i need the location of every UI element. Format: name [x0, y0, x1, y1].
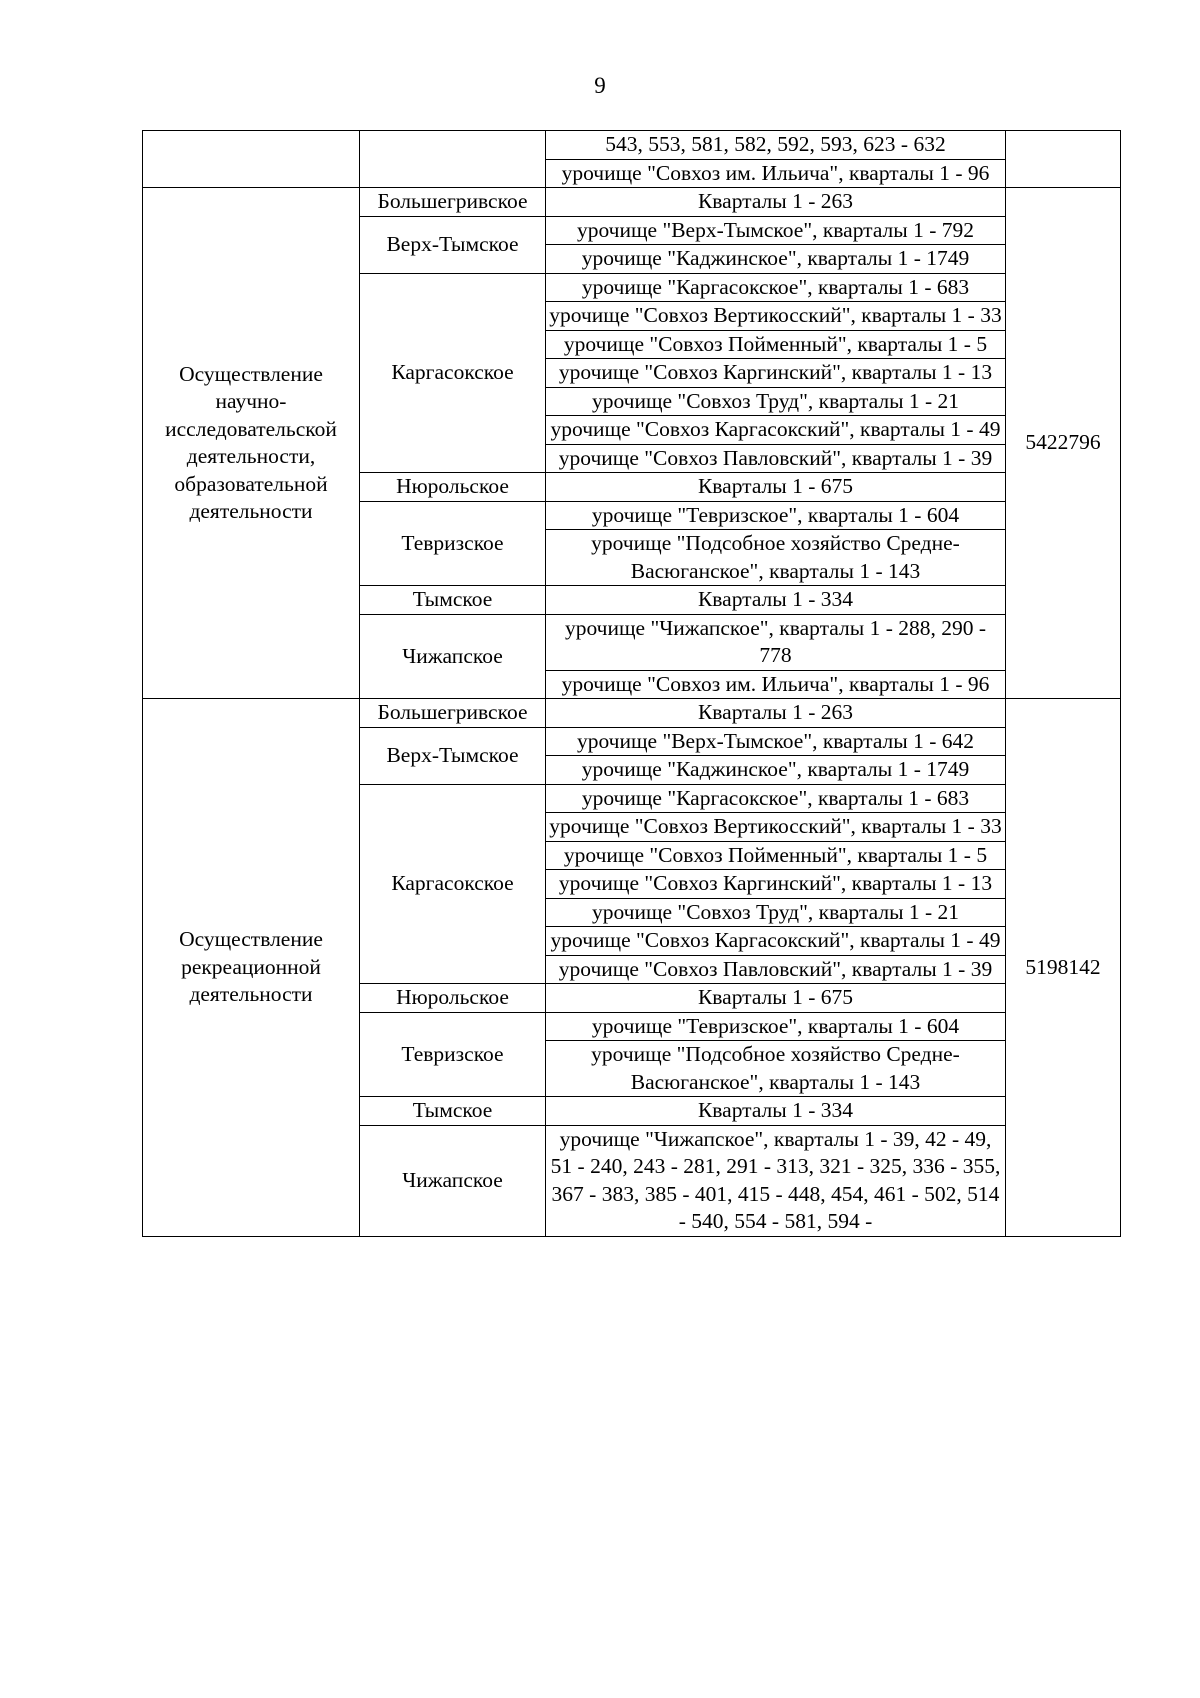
- forestry-cell: Тевризское: [360, 501, 546, 586]
- quarters-cell: Кварталы 1 - 675: [546, 984, 1006, 1013]
- quarters-cell: Кварталы 1 - 263: [546, 188, 1006, 217]
- activity-cell: [143, 131, 360, 188]
- forestry-cell: Каргасокское: [360, 273, 546, 473]
- forest-areas-table: [142, 130, 1121, 1237]
- area-cell: 5198142: [1006, 699, 1121, 1237]
- quarters-cell: урочище "Тевризское", кварталы 1 - 604: [546, 1012, 1006, 1041]
- page-number: 9: [594, 73, 606, 98]
- quarters-cell: урочище "Совхоз Павловский", кварталы 1 - 39: [546, 444, 1006, 473]
- quarters-cell: урочище "Совхоз Труд", кварталы 1 - 21: [546, 387, 1006, 416]
- activity-cell: Осуществление научно-исследовательской деятельности, образовательной деятельности: [143, 188, 360, 699]
- table-row: [143, 131, 1121, 160]
- quarters-cell: урочище "Каргасокское", кварталы 1 - 683: [546, 784, 1006, 813]
- quarters-cell: урочище "Совхоз Каргасокский", кварталы 1 - 49: [546, 927, 1006, 956]
- area-cell: [1006, 131, 1121, 188]
- quarters-cell: урочище "Совхоз Пойменный", кварталы 1 - 5: [546, 330, 1006, 359]
- quarters-cell: урочище "Подсобное хозяйство Средне-Васюганское", кварталы 1 - 143: [546, 530, 1006, 586]
- quarters-cell: урочище "Совхоз Труд", кварталы 1 - 21: [546, 898, 1006, 927]
- quarters-cell: урочище "Совхоз им. Ильича", кварталы 1 - 96: [546, 159, 1006, 188]
- table-row: [143, 188, 1121, 217]
- quarters-cell: урочище "Совхоз Пойменный", кварталы 1 - 5: [546, 841, 1006, 870]
- quarters-cell: Кварталы 1 - 263: [546, 699, 1006, 728]
- forestry-cell: Чижапское: [360, 1125, 546, 1236]
- table-row: [143, 699, 1121, 728]
- quarters-cell: урочище "Подсобное хозяйство Средне-Васюганское", кварталы 1 - 143: [546, 1041, 1006, 1097]
- quarters-cell: урочище "Совхоз им. Ильича", кварталы 1 - 96: [546, 670, 1006, 699]
- area-cell: 5422796: [1006, 188, 1121, 699]
- quarters-cell: урочище "Тевризское", кварталы 1 - 604: [546, 501, 1006, 530]
- quarters-cell: 543, 553, 581, 582, 592, 593, 623 - 632: [546, 131, 1006, 160]
- quarters-cell: Кварталы 1 - 675: [546, 473, 1006, 502]
- forestry-cell: Чижапское: [360, 614, 546, 699]
- quarters-cell: урочище "Чижапское", кварталы 1 - 288, 290 - 778: [546, 614, 1006, 670]
- quarters-cell: Кварталы 1 - 334: [546, 1097, 1006, 1126]
- quarters-cell: урочище "Совхоз Вертикосский", кварталы 1 - 33: [546, 302, 1006, 331]
- quarters-cell: урочище "Верх-Тымское", кварталы 1 - 792: [546, 216, 1006, 245]
- forestry-cell: Каргасокское: [360, 784, 546, 984]
- quarters-cell: урочище "Каджинское", кварталы 1 - 1749: [546, 756, 1006, 785]
- quarters-cell: урочище "Совхоз Каргасокский", кварталы 1 - 49: [546, 416, 1006, 445]
- activity-cell: Осуществление рекреационной деятельности: [143, 699, 360, 1237]
- forestry-cell: Большегривское: [360, 188, 546, 217]
- forestry-cell: Тымское: [360, 1097, 546, 1126]
- forestry-cell: Нюрольское: [360, 473, 546, 502]
- forestry-cell: Нюрольское: [360, 984, 546, 1013]
- quarters-cell: урочище "Совхоз Павловский", кварталы 1 - 39: [546, 955, 1006, 984]
- quarters-cell: урочище "Совхоз Каргинский", кварталы 1 - 13: [546, 870, 1006, 899]
- forestry-cell: Большегривское: [360, 699, 546, 728]
- forestry-cell: Верх-Тымское: [360, 727, 546, 784]
- quarters-cell: урочище "Чижапское", кварталы 1 - 39, 42 - 49, 51 - 240, 243 - 281, 291 - 313, 321 - 325, 336 - 355, 367 - 383, 385 - 401, 415 - 448, 454, 461 - 502, 514 - 540, 554 - 581, 594 -: [546, 1125, 1006, 1236]
- quarters-cell: урочище "Совхоз Каргинский", кварталы 1 - 13: [546, 359, 1006, 388]
- quarters-cell: урочище "Совхоз Вертикосский", кварталы 1 - 33: [546, 813, 1006, 842]
- forestry-cell: Верх-Тымское: [360, 216, 546, 273]
- quarters-cell: урочище "Каджинское", кварталы 1 - 1749: [546, 245, 1006, 274]
- forestry-cell: Тевризское: [360, 1012, 546, 1097]
- quarters-cell: Кварталы 1 - 334: [546, 586, 1006, 615]
- quarters-cell: урочище "Каргасокское", кварталы 1 - 683: [546, 273, 1006, 302]
- quarters-cell: урочище "Верх-Тымское", кварталы 1 - 642: [546, 727, 1006, 756]
- forestry-cell: Тымское: [360, 586, 546, 615]
- forestry-cell: [360, 131, 546, 188]
